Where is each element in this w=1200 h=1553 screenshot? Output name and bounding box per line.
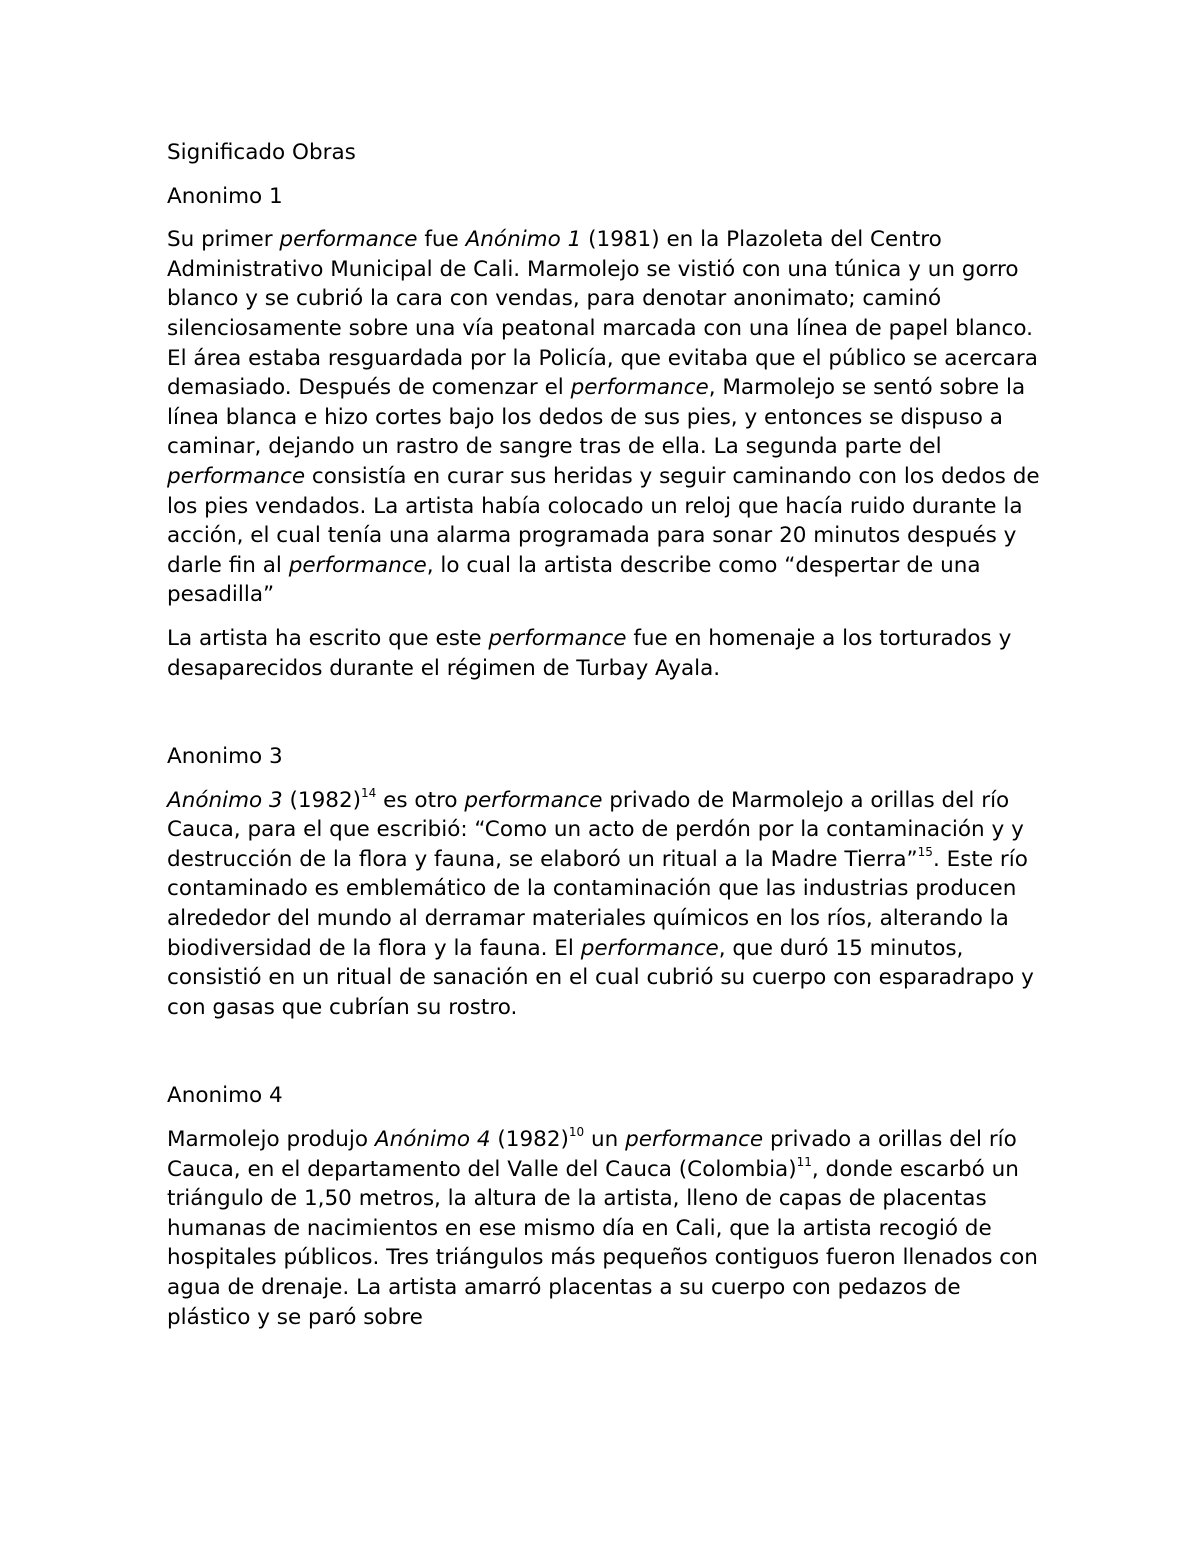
text-run-italic: performance: [570, 375, 709, 401]
section-heading-anonimo-3: Anonimo 3: [167, 744, 283, 770]
text-run-italic: performance: [279, 227, 418, 253]
text-run-italic: performance: [625, 1127, 764, 1153]
text-run-italic: performance: [464, 787, 603, 813]
text-run: fue en homenaje a los torturados y desaparecidos durante el régimen de Turbay Ayala.: [167, 625, 1012, 681]
document-page: [167, 138, 1047, 1346]
text-run: es otro: [376, 787, 465, 813]
text-run-italic: performance: [288, 552, 427, 578]
text-run-italic: Anónimo 3: [167, 787, 283, 813]
text-run: La artista ha escrito que este: [167, 625, 489, 651]
text-run-italic: performance: [580, 935, 719, 961]
text-run: , lo cual la artista describe como “despertar de una pesadilla”: [167, 552, 981, 608]
text-run: Su primer: [167, 227, 280, 253]
text-run-italic: Anónimo 4: [374, 1127, 491, 1153]
text-run: privado de Marmolejo a orillas del río Cauca, para el que escribió: “Como un acto de perdón por la contaminación y y destrucción de la flora y fauna, se elaboró un ritual a la Madre Tierra”: [167, 787, 1024, 872]
text-run: (1981) en la Plazoleta del Centro Administrativo Municipal de Cali. Marmolejo se vistió con una túnica y un gorro blanco y se cubrió la cara con vendas, para denotar anonimato; caminó silenciosamente sobre una vía peatonal marcada con una línea de papel blanco. El área estaba resguardada por la Policía, que evitaba que el público se acercara demasiado. Después de comenzar el: [167, 227, 1038, 401]
text-run: consistía en curar sus heridas y seguir caminando con los dedos de los pies vendados. La artista había colocado un reloj que hacía ruido durante la acción, el cual tenía una alarma programada para sonar 20 minutos después y darle fin al: [167, 463, 1040, 578]
text-run: (1982): [490, 1127, 569, 1153]
paragraph-anonimo-3-description: [167, 786, 1047, 1023]
text-run: (1982): [282, 787, 362, 813]
text-run-italic: Anónimo 1: [465, 227, 582, 253]
text-run: privado a orillas del río Cauca, en el departamento del Valle del Cauca (Colombia): [167, 1127, 1017, 1182]
text-run-italic: performance: [167, 463, 306, 489]
text-run: . Este río contaminado es emblemático de la contaminación que las industrias producen alrededor del mundo al derramar materiales químicos en los ríos, alterando la biodiversidad de la flora y la fauna. El: [167, 846, 1028, 961]
text-run: , que duró 15 minutos, consistió en un ritual de sanación en el cual cubrió su cuerpo con esparadrapo y con gasas que cubrían su rostro.: [167, 935, 1034, 1020]
paragraph-anonimo-1-description: [167, 225, 1047, 610]
paragraph-anonimo-4-description: [167, 1125, 1047, 1332]
text-run: Marmolejo produjo: [167, 1127, 375, 1153]
text-run: un: [584, 1127, 626, 1153]
section-heading-anonimo-1: Anonimo 1: [167, 183, 283, 209]
text-run: , Marmolejo se sentó sobre la línea blanca e hizo cortes bajo los dedos de sus pies, y entonces se dispuso a caminar, dejando un rastro de sangre tras de ella. La segunda parte del: [167, 375, 1026, 460]
section-heading-anonimo-4: Anonimo 4: [167, 1083, 283, 1109]
text-run-italic: performance: [488, 625, 627, 651]
text-run: fue: [417, 227, 466, 253]
footnote-ref: 15: [917, 844, 933, 859]
footnote-ref: 11: [796, 1154, 812, 1169]
footnote-ref: 10: [568, 1125, 585, 1140]
document-title: Significado Obras: [167, 140, 356, 165]
text-run: , donde escarbó un triángulo de 1,50 metros, la altura de la artista, lleno de capas de placentas humanas de nacimientos en ese mismo día en Cali, que la artista recogió de hospitales públicos. Tres triángulos más pequeños contiguos fueron llenados con agua de drenaje. La artista amarró placentas a su cuerpo con pedazos de plástico y se paró sobre: [167, 1156, 1038, 1330]
footnote-ref: 14: [361, 785, 377, 800]
paragraph-anonimo-1-homage: [167, 624, 1047, 683]
